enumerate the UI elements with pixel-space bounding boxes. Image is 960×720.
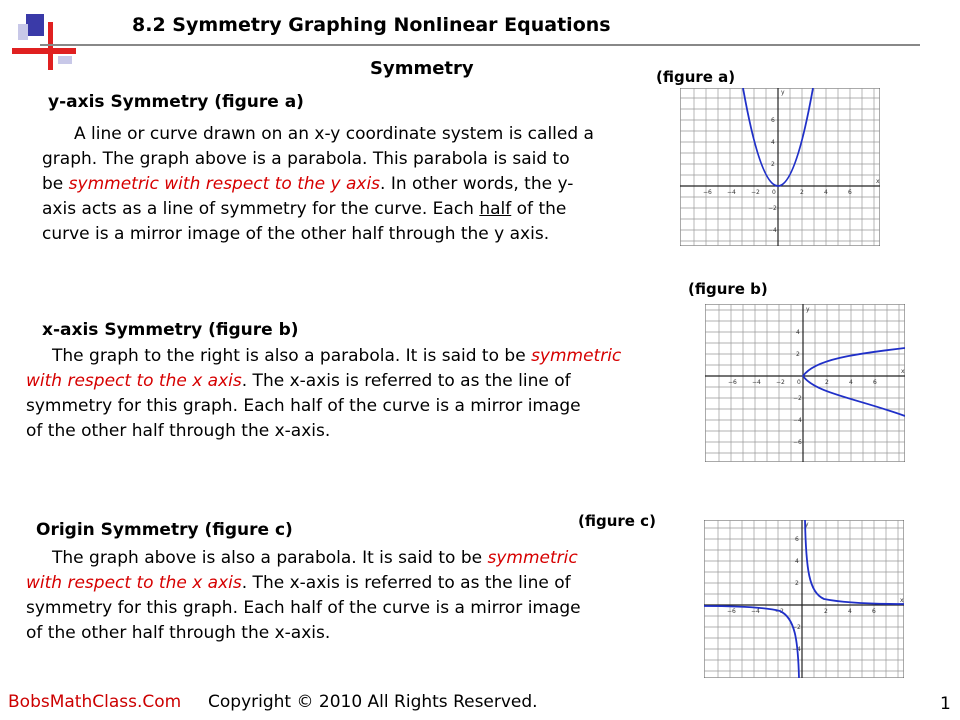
para-c-line-1: The graph above is also a parabola. It is said to be symmetric	[52, 548, 578, 568]
crosshair-logo-icon	[6, 10, 82, 70]
footer	[8, 692, 538, 712]
svg-text:2: 2	[771, 161, 775, 168]
para-a-line-3: be symmetric with respect to the y axis. In other words, the y-	[42, 174, 574, 194]
section-c-heading: Origin Symmetry (figure c)	[36, 520, 293, 540]
svg-text:−2: −2	[792, 624, 801, 631]
svg-text:−6: −6	[703, 189, 712, 196]
svg-text:y: y	[805, 521, 809, 528]
svg-text:−2: −2	[751, 189, 760, 196]
page-number: 1	[940, 694, 951, 714]
svg-text:−6: −6	[728, 379, 737, 386]
svg-text:6: 6	[771, 117, 775, 124]
svg-text:−2: −2	[793, 395, 802, 402]
figure-c-caption: (figure c)	[578, 512, 656, 530]
svg-text:−2: −2	[776, 379, 785, 386]
svg-text:−6: −6	[793, 439, 802, 446]
site-name: BobsMathClass.Com	[8, 692, 182, 712]
svg-text:−6: −6	[727, 608, 736, 615]
para-b-line-4: of the other half through the x-axis.	[26, 421, 331, 441]
section-subtitle: Symmetry	[370, 58, 474, 79]
svg-text:−4: −4	[793, 417, 802, 424]
para-a-line-1: A line or curve drawn on an x-y coordinate system is called a	[74, 124, 594, 144]
figure-b-caption: (figure b)	[688, 280, 768, 298]
svg-text:−4: −4	[727, 189, 736, 196]
para-b-line-1: The graph to the right is also a parabola. It is said to be symmetric	[52, 346, 622, 366]
svg-text:6: 6	[795, 536, 799, 543]
svg-text:−4: −4	[751, 608, 760, 615]
svg-text:−2: −2	[768, 205, 777, 212]
svg-text:−2: −2	[775, 608, 784, 615]
page-title: 8.2 Symmetry Graphing Nonlinear Equations	[132, 14, 611, 36]
svg-text:2: 2	[824, 608, 828, 615]
para-c-line-3: symmetry for this graph. Each half of the curve is a mirror image	[26, 598, 581, 618]
svg-text:2: 2	[796, 351, 800, 358]
figure-a-caption: (figure a)	[656, 68, 736, 86]
section-c-paragraph	[26, 546, 581, 646]
para-b-line-3: symmetry for this graph. Each half of the curve is a mirror image	[26, 396, 581, 416]
svg-text:0: 0	[772, 189, 776, 196]
svg-text:x: x	[901, 368, 905, 375]
svg-text:4: 4	[771, 139, 775, 146]
svg-text:y: y	[806, 306, 810, 313]
svg-text:4: 4	[824, 189, 828, 196]
svg-text:6: 6	[873, 379, 877, 386]
svg-text:−4: −4	[752, 379, 761, 386]
para-b-line-2: with respect to the x axis. The x-axis is referred to as the line of	[26, 371, 571, 391]
para-a-line-2: graph. The graph above is a parabola. This parabola is said to	[42, 149, 570, 169]
para-a-line-5: curve is a mirror image of the other half through the y axis.	[42, 224, 550, 244]
svg-text:4: 4	[849, 379, 853, 386]
svg-text:x: x	[876, 178, 880, 185]
figure-b-graph	[705, 304, 905, 462]
svg-text:x: x	[900, 597, 904, 604]
svg-text:2: 2	[795, 580, 799, 587]
title-divider	[40, 44, 920, 46]
svg-text:2: 2	[800, 189, 804, 196]
para-c-line-4: of the other half through the x-axis.	[26, 623, 331, 643]
svg-text:4: 4	[795, 558, 799, 565]
svg-text:2: 2	[825, 379, 829, 386]
para-c-line-2: with respect to the x axis. The x-axis is referred to as the line of	[26, 573, 571, 593]
svg-text:−4: −4	[792, 646, 801, 653]
figure-c-graph	[704, 520, 904, 678]
svg-text:6: 6	[848, 189, 852, 196]
section-b-heading: x-axis Symmetry (figure b)	[42, 320, 299, 340]
svg-text:4: 4	[848, 608, 852, 615]
svg-text:0: 0	[797, 379, 801, 386]
section-a-paragraph	[42, 122, 594, 247]
copyright-text: Copyright © 2010 All Rights Reserved.	[208, 692, 538, 712]
para-a-line-4: axis acts as a line of symmetry for the curve. Each half of the	[42, 199, 567, 219]
svg-text:4: 4	[796, 329, 800, 336]
svg-text:6: 6	[872, 608, 876, 615]
svg-text:−4: −4	[768, 227, 777, 234]
section-b-paragraph	[26, 344, 621, 444]
figure-a-graph	[680, 88, 880, 246]
section-a-heading: y-axis Symmetry (figure a)	[48, 92, 304, 112]
svg-text:y: y	[781, 89, 785, 96]
